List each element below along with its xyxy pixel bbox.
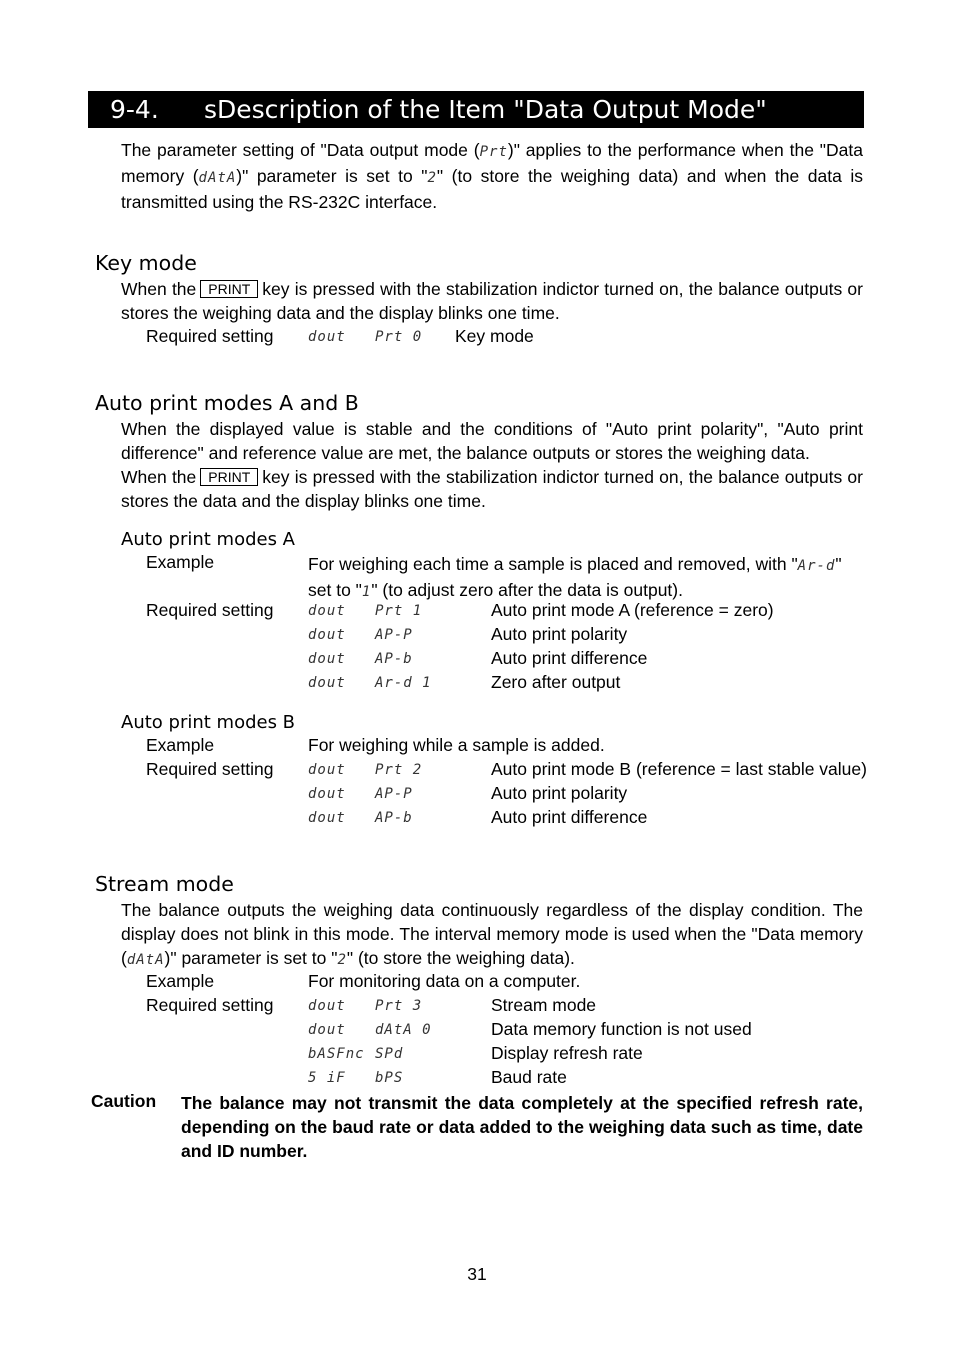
setting-code: dout: [308, 810, 346, 826]
setting-description: Auto print polarity: [491, 624, 628, 644]
stream-example: For monitoring data on a computer.: [308, 971, 581, 991]
body-text: key is pressed with the stabilization indictor turned on, the balance outputs or stores the weighing data and the display blinks one time.: [121, 279, 863, 323]
setting-value: dAtA 0: [375, 1022, 432, 1038]
setting-value: AP-b: [375, 651, 413, 667]
body-text: The balance outputs the weighing data continuously regardless of the display condition. The display does not blink in this mode. The interval memory mode is used when the "Data memory (: [121, 900, 863, 968]
key-mode-heading: Key mode: [95, 251, 197, 275]
body-text: For weighing each time a sample is placed and removed, with ": [308, 554, 798, 574]
intro-text: The parameter setting of "Data output mode (: [121, 140, 480, 160]
setting-code: bASFnc: [308, 1046, 365, 1062]
setting-code: dout: [308, 998, 346, 1014]
intro-text: " (to store the weighing data) and when the data is transmitted using the RS-232C interface.: [121, 166, 863, 212]
page-number: 31: [467, 1264, 487, 1284]
setting-description: Auto print mode B (reference = last stable value): [491, 759, 867, 779]
setting-value: AP-P: [375, 627, 413, 643]
example-label: Example: [146, 971, 215, 991]
setting-description: Auto print polarity: [491, 783, 628, 803]
stream-mode-heading: Stream mode: [95, 872, 234, 896]
setting-value: SPd: [375, 1046, 404, 1062]
mode-a-example: [308, 552, 864, 604]
setting-code: dout: [308, 675, 346, 691]
setting-value: Prt 2: [375, 762, 423, 778]
intro-text: )" parameter is set to ": [236, 166, 428, 186]
caution-text: The balance may not transmit the data completely at the specified refresh rate, depending on the baud rate or data added to the weighing data such as time, date and ID number.: [181, 1093, 863, 1161]
body-text: key is pressed with the stabilization indictor turned on, the balance outputs or stores the data and the display blinks one time.: [121, 467, 863, 511]
setting-description: Zero after output: [491, 672, 621, 692]
setting-value: bPS: [375, 1070, 404, 1086]
mode-a-heading: Auto print modes A: [121, 529, 295, 550]
setting-description: Auto print mode A (reference = zero): [491, 600, 774, 620]
setting-code: dout: [308, 627, 346, 643]
mode-b-example: For weighing while a sample is added.: [308, 735, 605, 755]
setting-description: Auto print difference: [491, 807, 648, 827]
setting-value: Prt 1: [375, 603, 423, 619]
setting-value: AP-b: [375, 810, 413, 826]
auto-print-paragraph-2: [121, 465, 863, 513]
section-title: sDescription of the Item "Data Output Mode": [204, 95, 767, 124]
setting-code: dout: [308, 762, 346, 778]
body-text: When the: [121, 279, 197, 299]
example-label: Example: [146, 735, 215, 755]
segment-display-text: 2: [337, 952, 347, 968]
section-number: 9-4.: [110, 95, 159, 124]
segment-display-text: 2: [427, 170, 437, 186]
required-setting-label: Required setting: [146, 600, 274, 620]
stream-mode-paragraph: [121, 898, 863, 972]
setting-description: Key mode: [455, 326, 534, 346]
setting-description: Data memory function is not used: [491, 1019, 752, 1039]
body-text: ": [835, 554, 842, 574]
segment-display-text: dAtA: [198, 170, 237, 186]
setting-code: dout: [308, 1022, 346, 1038]
auto-print-heading: Auto print modes A and B: [95, 391, 359, 415]
required-setting-label: Required setting: [146, 326, 274, 346]
setting-description: Display refresh rate: [491, 1043, 643, 1063]
key-mode-paragraph: [121, 277, 863, 325]
body-text: )" parameter is set to ": [164, 948, 338, 968]
body-text: " (to store the weighing data).: [346, 948, 575, 968]
print-key-label: PRINT: [200, 280, 258, 298]
setting-code: dout: [308, 651, 346, 667]
required-setting-label: Required setting: [146, 759, 274, 779]
segment-display-text: dAtA: [126, 952, 165, 968]
setting-value: Prt 3: [375, 998, 423, 1014]
mode-b-heading: Auto print modes B: [121, 712, 296, 733]
required-setting-label: Required setting: [146, 995, 274, 1015]
setting-code: dout: [308, 786, 346, 802]
setting-code: 5 iF: [308, 1070, 346, 1086]
setting-description: Stream mode: [491, 995, 597, 1015]
setting-code: dout: [308, 603, 346, 619]
auto-print-paragraph-1: When the displayed value is stable and the conditions of "Auto print polarity", "Auto print difference" and reference value are met, the balance outputs or stores the weighing data.: [121, 419, 863, 463]
body-text: set to ": [308, 580, 362, 600]
segment-display-text: Ar-d: [797, 558, 836, 574]
setting-value: Prt 0: [375, 329, 423, 345]
setting-description: Auto print difference: [491, 648, 648, 668]
setting-code: dout: [308, 329, 346, 345]
segment-display-text: Prt: [479, 144, 508, 160]
section-banner: [88, 91, 864, 128]
body-text: " (to adjust zero after the data is output).: [371, 580, 683, 600]
caution-label: Caution: [91, 1091, 157, 1111]
body-text: When the: [121, 467, 197, 487]
setting-value: AP-P: [375, 786, 413, 802]
example-label: Example: [146, 552, 215, 572]
setting-description: Baud rate: [491, 1067, 567, 1087]
print-key-label: PRINT: [200, 468, 258, 486]
setting-value: Ar-d 1: [375, 675, 432, 691]
intro-text: )" applies to the performance when the "Data memory (: [121, 140, 863, 186]
intro-paragraph: [121, 138, 863, 214]
segment-display-text: 1: [361, 584, 372, 600]
